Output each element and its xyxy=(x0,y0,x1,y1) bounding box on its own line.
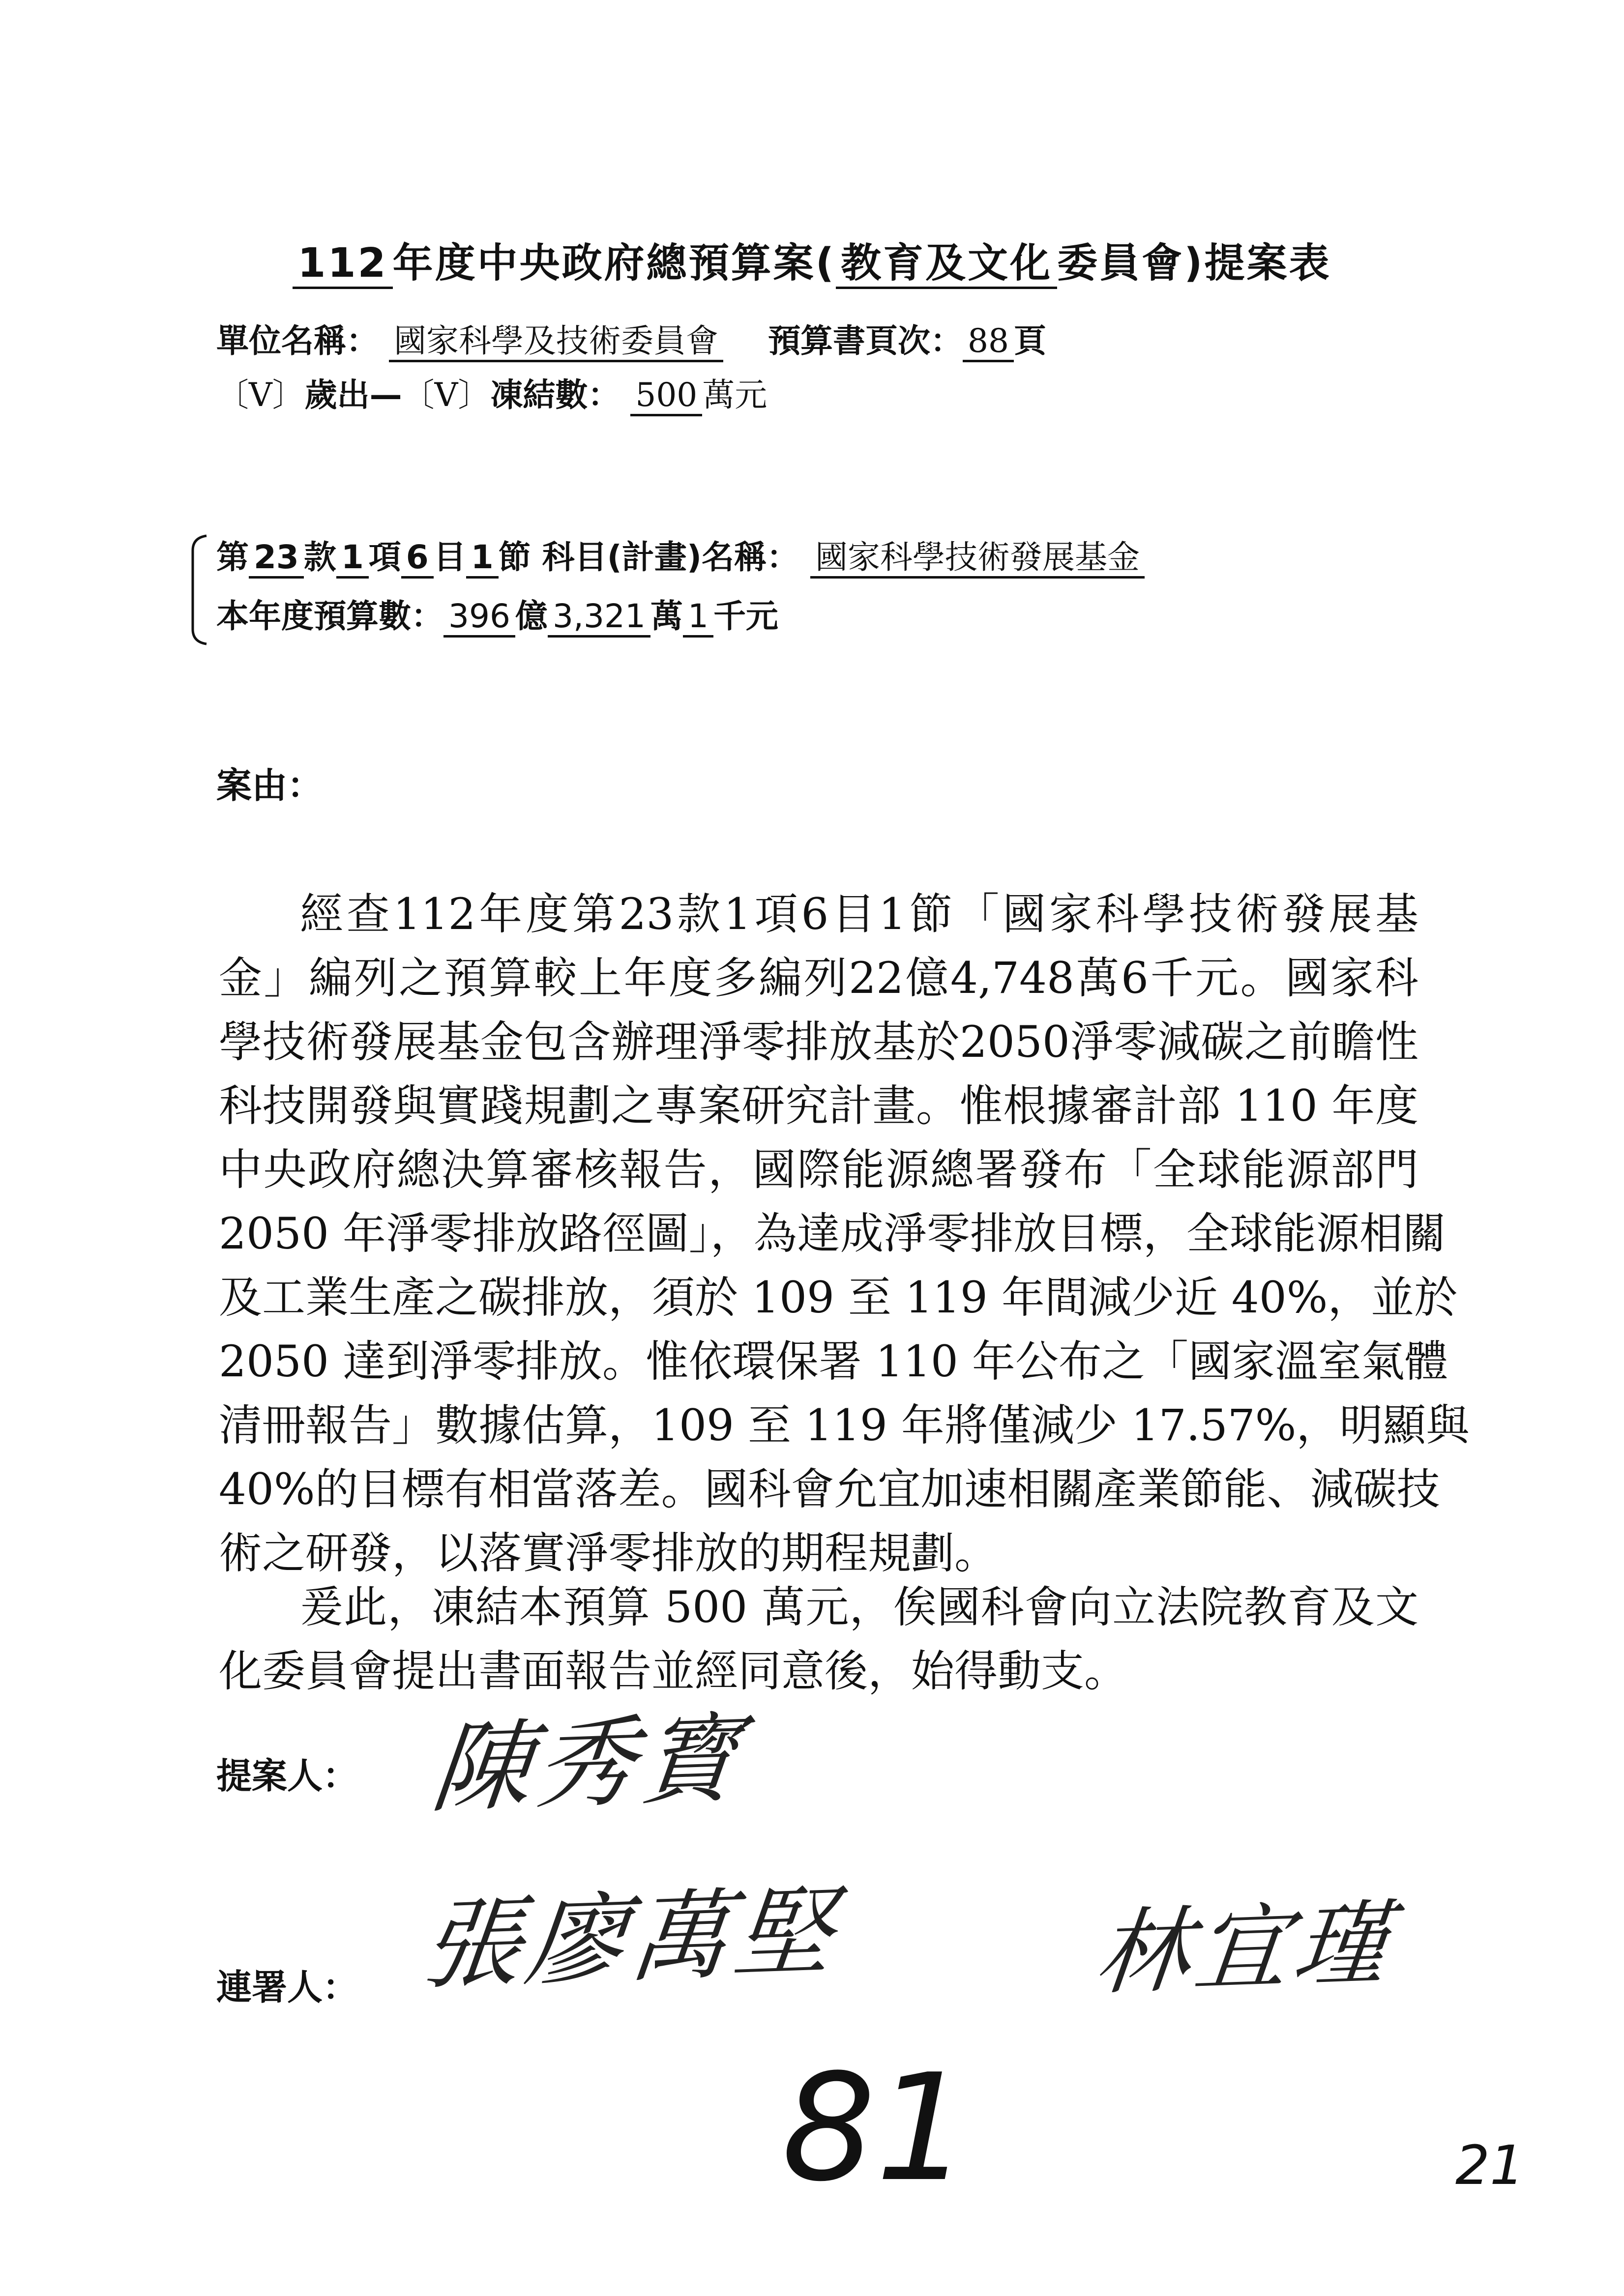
cosigner-signature-1: 張廖萬堅 xyxy=(416,1874,844,2004)
freeze-row: 〔V〕歲出—〔V〕凍結數： 500 萬元 xyxy=(216,369,767,415)
proposer-signature: 陳秀寳 xyxy=(426,1701,750,1827)
unit-name: 國家科學及技術委員會 xyxy=(389,322,723,362)
conclusion-line: 化委員會提出書面報告並經同意後，始得動支。 xyxy=(219,1646,1128,1696)
freeze-amount: 500 xyxy=(630,376,702,416)
proposer-label: 提案人： xyxy=(216,1755,358,1797)
body-line: 學技術發展基金包含辦理淨零排放基於2050淨零減碳之前瞻性 xyxy=(219,1017,1418,1067)
page-number: 21 xyxy=(1455,2134,1524,2197)
body-line: 中央政府總決算審核報告，國際能源總署發布「全球能源部門 xyxy=(219,1144,1418,1195)
reason-label: 案由： xyxy=(216,765,323,806)
program-name: 國家科學技術發展基金 xyxy=(810,538,1145,579)
handwritten-number: 81 xyxy=(782,2042,970,2214)
body-line: 40%的目標有相當落差。國科會允宜加速相關產業節能、減碳技 xyxy=(219,1464,1440,1514)
body-line: 金」編列之預算較上年度多編列22億4,748萬6千元。國家科 xyxy=(219,953,1418,1003)
brace-icon xyxy=(187,531,216,649)
budget-row: 本年度預算數： 396 億 3,321 萬 1 千元 xyxy=(216,590,778,637)
body-line: 清冊報告」數據估算，109 至 119 年將僅減少 17.57%，明顯與 xyxy=(219,1400,1470,1451)
cosigner-label: 連署人： xyxy=(216,1967,358,2008)
body-line: 科技開發與實踐規劃之專案研究計畫。惟根據審計部 110 年度 xyxy=(219,1080,1418,1131)
conclusion-line: 爰此，凍結本預算 500 萬元，俟國科會向立法院教育及文 xyxy=(300,1582,1418,1632)
body-line: 2050 達到淨零排放。惟依環保署 110 年公布之「國家溫室氣體 xyxy=(219,1336,1448,1387)
page-ref: 88 xyxy=(963,322,1014,362)
body-line: 2050 年淨零排放路徑圖」，為達成淨零排放目標，全球能源相關 xyxy=(219,1208,1446,1259)
body-line: 經查112年度第23款1項6目1節「國家科學技術發展基 xyxy=(300,889,1418,939)
document-title: 112 年度中央政府總預算案( 教育及文化 委員會)提案表 xyxy=(0,231,1624,289)
body-line: 術之研發，以落實淨零排放的期程規劃。 xyxy=(219,1528,998,1578)
body-line: 及工業生產之碳排放，須於 109 至 119 年間減少近 40%，並於 xyxy=(219,1272,1458,1323)
item-row: 第 23 款 1 項 6 目 1 節 科目(計畫)名稱： 國家科學技術發展基金 xyxy=(216,531,1145,578)
unit-row: 單位名稱： 國家科學及技術委員會 預算書頁次： 88 頁 xyxy=(216,315,1046,361)
cosigner-signature-2: 林宜瑾 xyxy=(1091,1889,1399,2008)
